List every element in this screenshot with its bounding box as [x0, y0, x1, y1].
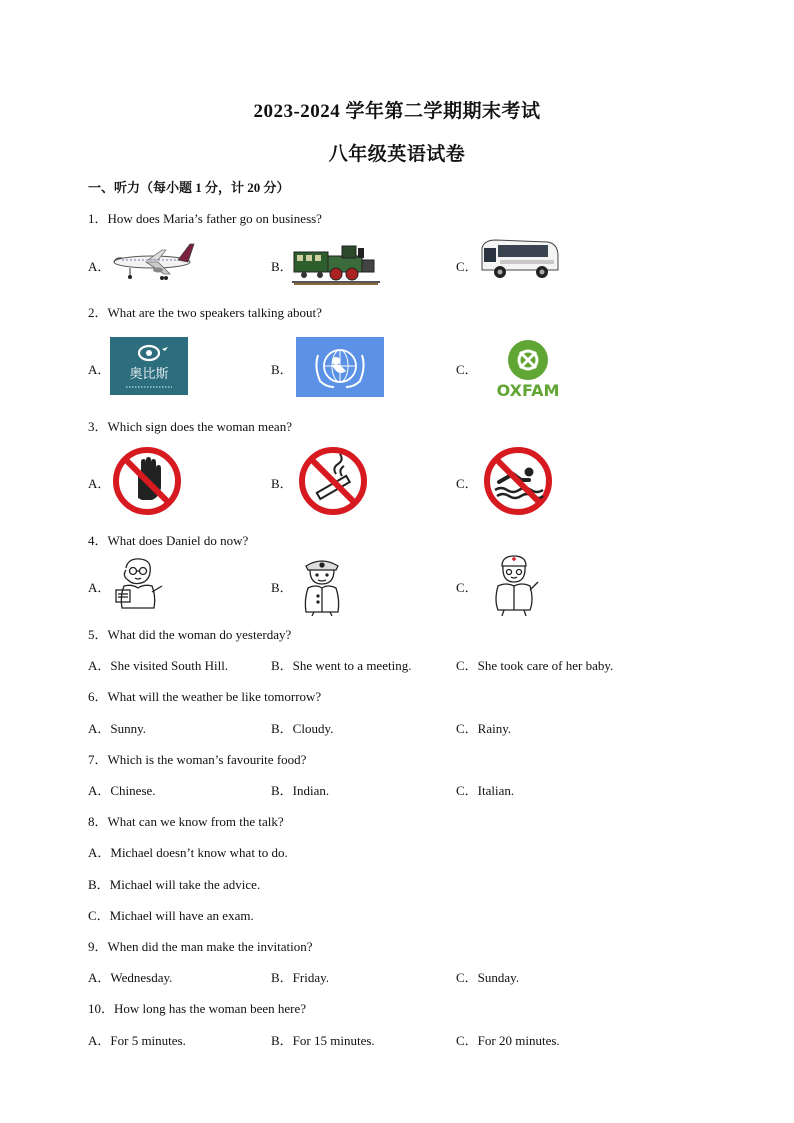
question-7: 7．Which is the woman’s favourite food? [88, 752, 307, 767]
q8-option-a: A．Michael doesn’t know what to do. [88, 845, 288, 860]
q7-option-b: B．Indian. [271, 783, 330, 798]
q9-option-c: C．Sunday. [456, 970, 520, 985]
q10-option-a: A．For 5 minutes. [88, 1033, 186, 1048]
q5-option-b: B．She went to a meeting. [271, 658, 412, 673]
policeman-icon [294, 556, 350, 616]
orbis-logo [110, 337, 188, 395]
q3-option-b-label: B． [271, 476, 293, 491]
oxfam-logo-text: OXFAM [496, 381, 560, 400]
q5-option-a: A．She visited South Hill. [88, 658, 229, 673]
q4-option-a-label: A． [88, 580, 111, 595]
q1-option-b-label: B． [271, 259, 293, 274]
no-swimming-sign-icon [483, 446, 553, 516]
q1-option-a-label: A． [88, 259, 111, 274]
q4-option-b-label: B． [271, 580, 293, 595]
section-heading: 一、听力（每小题 1 分，计 20 分） [88, 180, 290, 195]
orbis-logo-text: 奥比斯 [129, 367, 169, 382]
exam-subtitle: 八年级英语试卷 [328, 144, 466, 165]
q8-option-c: C．Michael will have an exam. [88, 908, 254, 923]
q2-option-a-label: A． [88, 362, 111, 377]
q9-option-a: A．Wednesday. [88, 970, 173, 985]
q6-option-c: C．Rainy. [456, 721, 512, 736]
q7-option-a: A．Chinese. [88, 783, 156, 798]
doctor-icon [486, 554, 542, 616]
q8-option-b: B．Michael will take the advice. [88, 877, 261, 892]
airplane-icon [108, 238, 196, 282]
question-3: 3．Which sign does the woman mean? [88, 419, 292, 434]
q2-option-b-label: B． [271, 362, 293, 377]
question-4: 4．What does Daniel do now? [88, 533, 249, 548]
question-8: 8．What can we know from the talk? [88, 814, 284, 829]
exam-title: 2023-2024 学年第二学期期末考试 [253, 101, 541, 122]
q9-option-b: B．Friday. [271, 970, 330, 985]
train-icon [292, 238, 380, 286]
no-touching-sign-icon [112, 446, 182, 516]
question-9: 9．When did the man make the invitation? [88, 939, 313, 954]
q2-option-c-label: C． [456, 362, 478, 377]
q1-option-c-label: C． [456, 259, 478, 274]
no-smoking-sign-icon [298, 446, 368, 516]
q4-option-c-label: C． [456, 580, 478, 595]
q6-option-b: B．Cloudy. [271, 721, 334, 736]
question-5: 5．What did the woman do yesterday? [88, 627, 292, 642]
question-2: 2．What are the two speakers talking about? [88, 305, 322, 320]
q3-option-c-label: C． [456, 476, 478, 491]
question-6: 6．What will the weather be like tomorrow? [88, 689, 322, 704]
q6-option-a: A．Sunny. [88, 721, 147, 736]
q5-option-c: C．She took care of her baby. [456, 658, 614, 673]
q3-option-a-label: A． [88, 476, 111, 491]
question-1: 1．How does Maria’s father go on business? [88, 211, 322, 226]
oxfam-logo [488, 336, 568, 400]
bus-icon [478, 236, 560, 282]
teacher-icon [108, 556, 168, 614]
question-10: 10．How long has the woman been here? [88, 1001, 307, 1016]
unicef-logo [296, 337, 384, 397]
q7-option-c: C．Italian. [456, 783, 515, 798]
q10-option-c: C．For 20 minutes. [456, 1033, 560, 1048]
q10-option-b: B．For 15 minutes. [271, 1033, 375, 1048]
